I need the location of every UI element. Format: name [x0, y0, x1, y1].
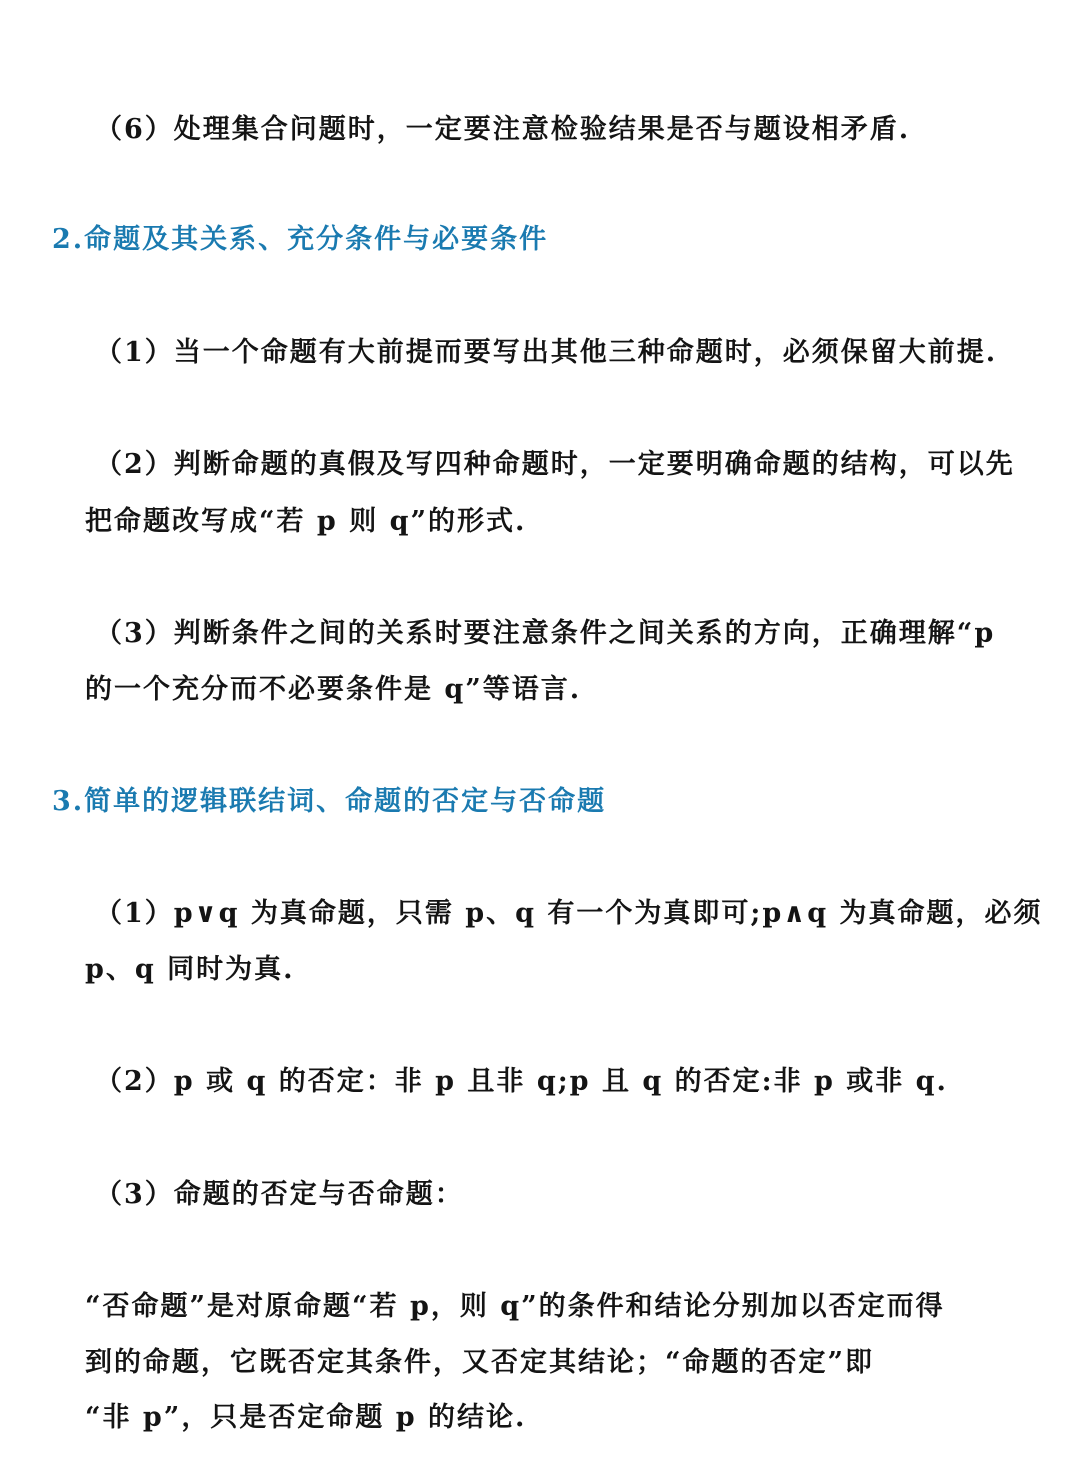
section3-para-line3: “非 p”，只是否定命题 p 的结论.	[85, 1402, 527, 1433]
section2-item3-line1: （3）判断条件之间的关系时要注意条件之间关系的方向，正确理解“p	[95, 618, 996, 649]
section3-item3: （3）命题的否定与否命题：	[95, 1179, 464, 1210]
section3-para-line2: 到的命题，它既否定其条件，又否定其结论；“命题的否定”即	[85, 1347, 875, 1378]
section2-item2-line2: 把命题改写成“若 p 则 q”的形式.	[85, 506, 527, 537]
section3-item2: （2）p 或 q 的否定：非 p 且非 q;p 且 q 的否定:非 p 或非 q.	[95, 1066, 948, 1097]
section3-item1-line2: p、q 同时为真.	[85, 954, 295, 985]
section3-heading: 3.简单的逻辑联结词、命题的否定与否命题	[52, 786, 607, 817]
section3-para-line1: “否命题”是对原命题“若 p，则 q”的条件和结论分别加以否定而得	[85, 1291, 945, 1322]
section2-item1: （1）当一个命题有大前提而要写出其他三种命题时，必须保留大前提.	[95, 337, 998, 368]
section2-item2-line1: （2）判断命题的真假及写四种命题时，一定要明确命题的结构，可以先	[95, 449, 1015, 480]
section2-item3-line2: 的一个充分而不必要条件是 q”等语言.	[85, 674, 582, 705]
section1-item6: （6）处理集合问题时，一定要注意检验结果是否与题设相矛盾.	[95, 114, 911, 145]
section2-heading: 2.命题及其关系、充分条件与必要条件	[52, 224, 549, 255]
section3-item1-line1: （1）p∨q 为真命题，只需 p、q 有一个为真即可;p∧q 为真命题，必须	[95, 898, 1043, 929]
